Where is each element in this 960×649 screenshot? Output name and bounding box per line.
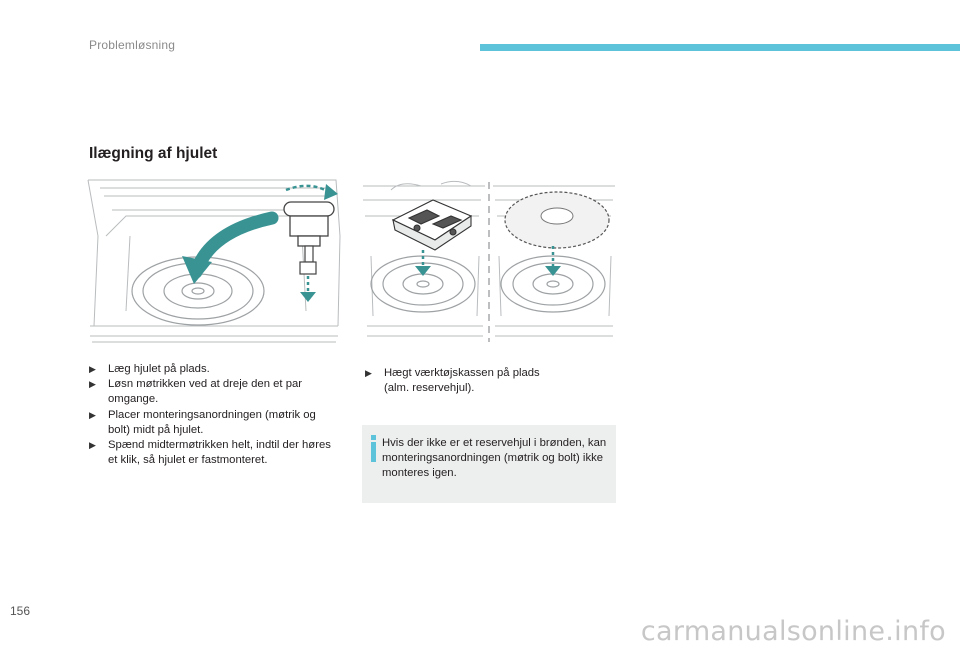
info-note	[362, 425, 616, 503]
info-icon	[371, 435, 376, 462]
section-title: Problemløsning	[89, 38, 176, 52]
arrow-bullet-icon: ▶	[365, 368, 372, 378]
arrow-bullet-icon: ▶	[89, 379, 96, 390]
arrow-bullet-icon: ▶	[89, 409, 96, 420]
list-item: ▶ Løsn møtrikken ved at dreje den et par omgange.	[89, 378, 303, 406]
list-item: ▶ Læg hjulet på plads.	[89, 362, 339, 377]
page-heading: Ilægning af hjulet	[89, 145, 218, 162]
installation-steps	[89, 362, 339, 468]
spare-wheel-placement-illustration	[86, 176, 342, 346]
page-number: 156	[10, 604, 31, 618]
arrow-bullet-icon: ▶	[89, 364, 96, 374]
toolbox-placement-illustration	[361, 176, 617, 346]
header-accent-bar	[480, 44, 960, 51]
list-item: ▶ Spænd midtermøtrikken helt, indtil der høres et klik, så hjulet er fastmonteret.	[89, 439, 331, 467]
list-item: ▶ Placer monteringsanordningen (møtrik og bolt) midt på hjulet.	[89, 408, 316, 436]
info-note-text: Hvis der ikke er et reservehjul i brønden, kan monteringsanordningen (møtrik og bolt) ikke monteres igen.	[382, 437, 607, 480]
arrow-bullet-icon: ▶	[89, 440, 96, 451]
toolbox-steps	[365, 366, 565, 396]
list-item: ▶ Hægt værktøjskassen på plads (alm. reservehjul).	[365, 367, 540, 395]
watermark: carmanualsonline.info	[640, 616, 946, 647]
